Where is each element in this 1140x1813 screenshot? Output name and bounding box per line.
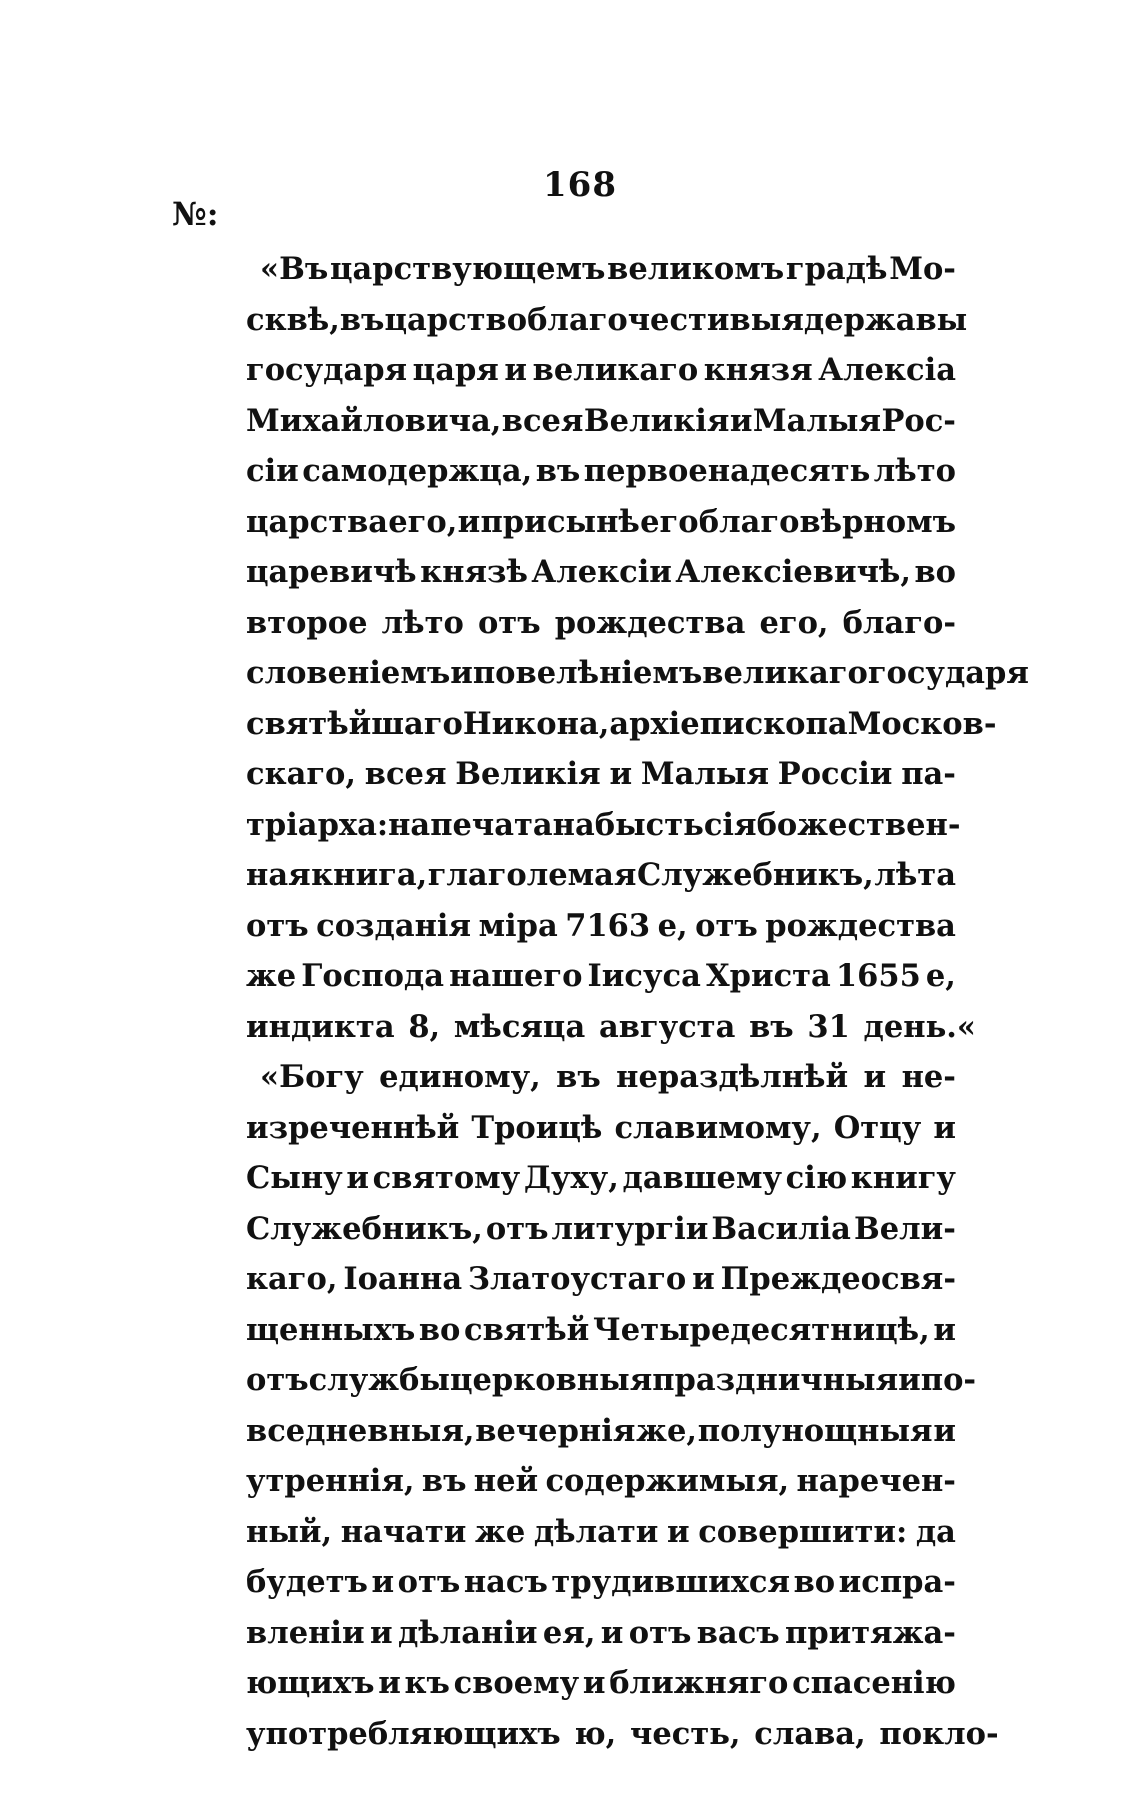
text-line: каго, Іоанна Златоустаго и Преждеосвя- — [246, 1261, 956, 1297]
text-line: ющихъ и къ своему и ближняго спасенію — [246, 1665, 956, 1701]
text-line: «Богу единому, въ нераздѣлнѣй и не- — [260, 1059, 956, 1095]
numero-marker: №: — [172, 195, 219, 233]
text-line: утреннія, въ ней содержимыя, наречен- — [246, 1463, 956, 1499]
text-line: государя царя и великаго князя Алексіа — [246, 352, 956, 388]
text-line: тріарха: напечатана бысть сія божествен- — [246, 806, 961, 843]
text-line: Михайловича, всея Великія и Малыя Рос- — [246, 402, 956, 439]
text-line: царства его, и при сынѣ его благовѣрномъ — [246, 503, 956, 540]
text-line: ный, начати же дѣлати и совершити: да — [246, 1513, 956, 1550]
text-line: второе лѣто отъ рождества его, благо- — [246, 604, 956, 641]
text-line: индикта 8, мѣсяца августа въ 31 день.« — [246, 1008, 976, 1045]
text-line: отъ службы церковныя праздничныя и по- — [246, 1362, 977, 1398]
text-line: Служебникъ, отъ литургіи Василіа Вели- — [246, 1210, 956, 1247]
text-line: святѣйшаго Никона, архіепископа Москов- — [246, 705, 997, 742]
body-text — [246, 244, 1029, 1759]
text-line: ная книга, глаголемая Служебникъ, лѣта — [246, 857, 956, 893]
text-line: отъ созданія міра 7163 е, отъ рождества — [246, 907, 956, 944]
text-line: словеніемъ и повелѣніемъ великаго государя — [246, 655, 1029, 691]
text-line: «Въ царствующемъ великомъ градѣ Мо- — [260, 251, 956, 287]
text-line: щенныхъ во святѣй Четыредесятницѣ, и — [246, 1311, 956, 1348]
text-line: изреченнѣй Троицѣ славимому, Отцу и — [246, 1109, 956, 1146]
text-line: Сыну и святому Духу, давшему сію книгу — [246, 1160, 956, 1196]
text-line: же Господа нашего Іисуса Христа 1655 е, — [246, 958, 956, 994]
text-line: вседневныя, вечернія же, полунощныя и — [246, 1412, 956, 1449]
text-line: царевичѣ князѣ Алексіи Алексіевичѣ, во — [246, 554, 956, 590]
text-line: скаго, всея Великія и Малыя Россіи па- — [246, 756, 956, 792]
text-line: будетъ и отъ насъ трудившихся во испра- — [246, 1564, 956, 1600]
text-line: употребляющихъ ю, честь, слава, покло- — [246, 1715, 999, 1752]
page-number: 168 — [543, 165, 617, 205]
text-line: сіи самодержца, въ первоенадесять лѣто — [246, 453, 956, 489]
text-line: сквѣ, въ царство благочестивыя державы — [246, 301, 968, 338]
text-line: вленіи и дѣланіи ея, и отъ васъ притяжа- — [246, 1614, 956, 1651]
